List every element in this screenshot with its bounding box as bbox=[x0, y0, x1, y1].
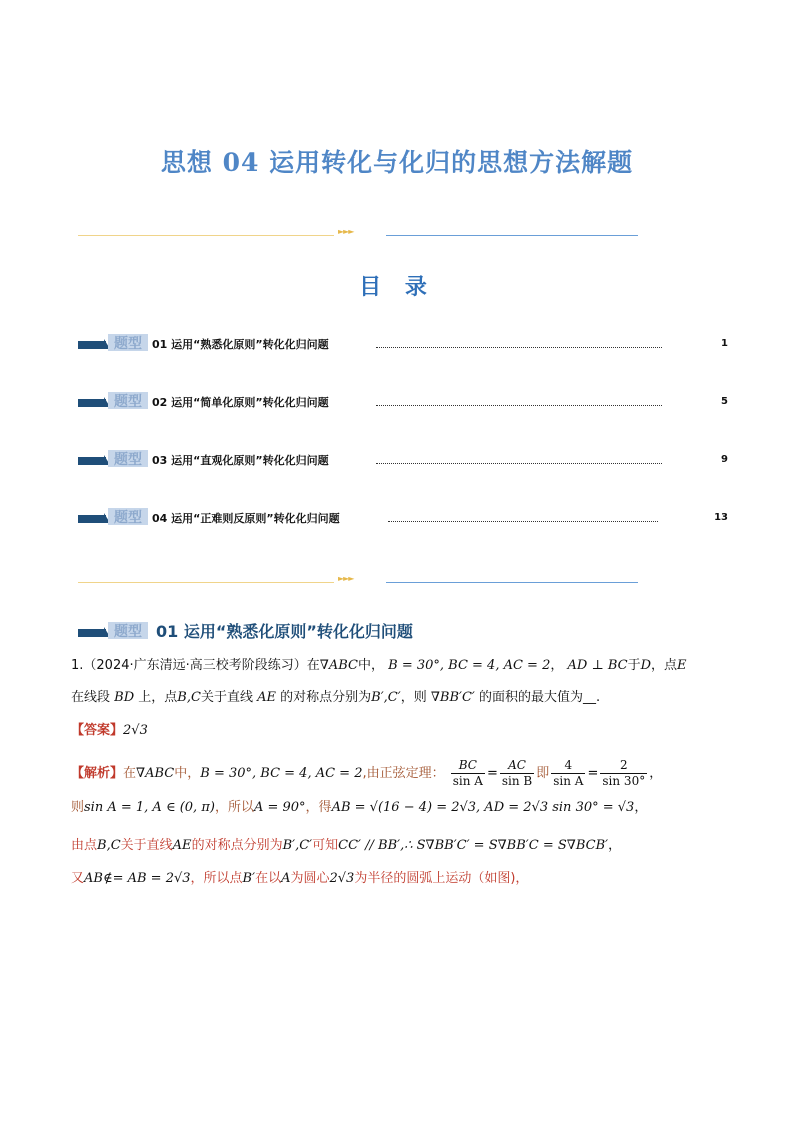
section-heading-text: 01 运用“熟悉化原则”转化化归问题 bbox=[156, 622, 413, 641]
fraction: $\frac{2}{\sin 30^\circ}$ bbox=[602, 758, 646, 788]
toc-title: 目 录 bbox=[359, 275, 435, 300]
toc-page-number: 5 bbox=[721, 396, 728, 407]
question-type-tag: 题型 bbox=[78, 508, 150, 526]
fraction: $\frac{BC}{\text{sin A}}$ bbox=[452, 758, 483, 788]
question-type-tag: 题型 bbox=[78, 450, 150, 468]
bottom-divider bbox=[78, 574, 638, 588]
toc-item[interactable] bbox=[78, 450, 728, 468]
top-divider bbox=[78, 227, 638, 241]
fraction: $\frac{4}{\text{sin A}}$ bbox=[553, 758, 584, 788]
toc-item[interactable] bbox=[78, 508, 728, 526]
problem-line-1: 1.（2024·广东清远·高三校考阶段练习）在∇ABC中， B = 30°, BC = 4, AC = 2， AD ⊥ BC于D，点E bbox=[71, 658, 687, 673]
toc-item-label: 01 运用“熟悉化原则”转化化归问题 bbox=[152, 338, 329, 351]
answer-line bbox=[71, 722, 148, 740]
fraction: $\frac{AC}{\text{sin B}}$ bbox=[501, 758, 533, 788]
section-heading bbox=[78, 620, 678, 642]
toc-item-label: 03 运用“直观化原则”转化化归问题 bbox=[152, 454, 329, 467]
toc-page-number: 13 bbox=[714, 512, 728, 523]
analysis-line-4: 又AB∉= AB = 2√3，所以点B′在以A为圆心2√3为半径的圆弧上运动（如图)， bbox=[71, 871, 529, 886]
analysis-line-3: 由点B,C关于直线AE的对称点分别为B′,C′可知CC′ // BB′,∴ S∇BB′C′ = S∇BB′C = S∇BCB′， bbox=[71, 838, 622, 853]
analysis-line-1: 【解析】在∇ABC中，B = 30°, BC = 4, AC = 2,由正弦定理： $\frac{BC}{\text{sin A}}$ = $\frac{AC}{\text{sin B}}$ 即 $\frac{4}{\text{sin A}}$ = $\frac{2}{\sin 30^\circ}$ ， bbox=[71, 758, 663, 788]
analysis-line-2: 则sin A = 1, A ∈ (0, π)，所以A = 90°，得AB = √(16 − 4) = 2√3, AD = 2√3 sin 30° = √3， bbox=[71, 800, 648, 815]
answer-label: 【答案】 bbox=[71, 723, 124, 738]
arrow-icon: ►►► bbox=[338, 574, 354, 583]
toc-item[interactable] bbox=[78, 392, 728, 410]
question-type-tag: 题型 bbox=[78, 334, 150, 352]
toc-page-number: 1 bbox=[721, 338, 728, 349]
toc-item[interactable] bbox=[78, 334, 728, 352]
arrow-icon: ►►► bbox=[338, 227, 354, 236]
question-type-tag: 题型 bbox=[78, 392, 150, 410]
analysis-label: 【解析】 bbox=[71, 766, 124, 781]
page-title: 思想 04 运用转化与化归的思想方法解题 bbox=[160, 148, 634, 177]
problem-line-2: 在线段 BD 上，点B,C关于直线 AE 的对称点分别为B′,C′，则 ∇BB′C′ 的面积的最大值为__. bbox=[71, 690, 601, 705]
answer-value: 2√3 bbox=[123, 723, 148, 738]
toc-item-label: 04 运用“正难则反原则”转化化归问题 bbox=[152, 512, 340, 525]
toc-page-number: 9 bbox=[721, 454, 728, 465]
question-type-tag: 题型 bbox=[78, 622, 150, 640]
toc-item-label: 02 运用“简单化原则”转化化归问题 bbox=[152, 396, 329, 409]
